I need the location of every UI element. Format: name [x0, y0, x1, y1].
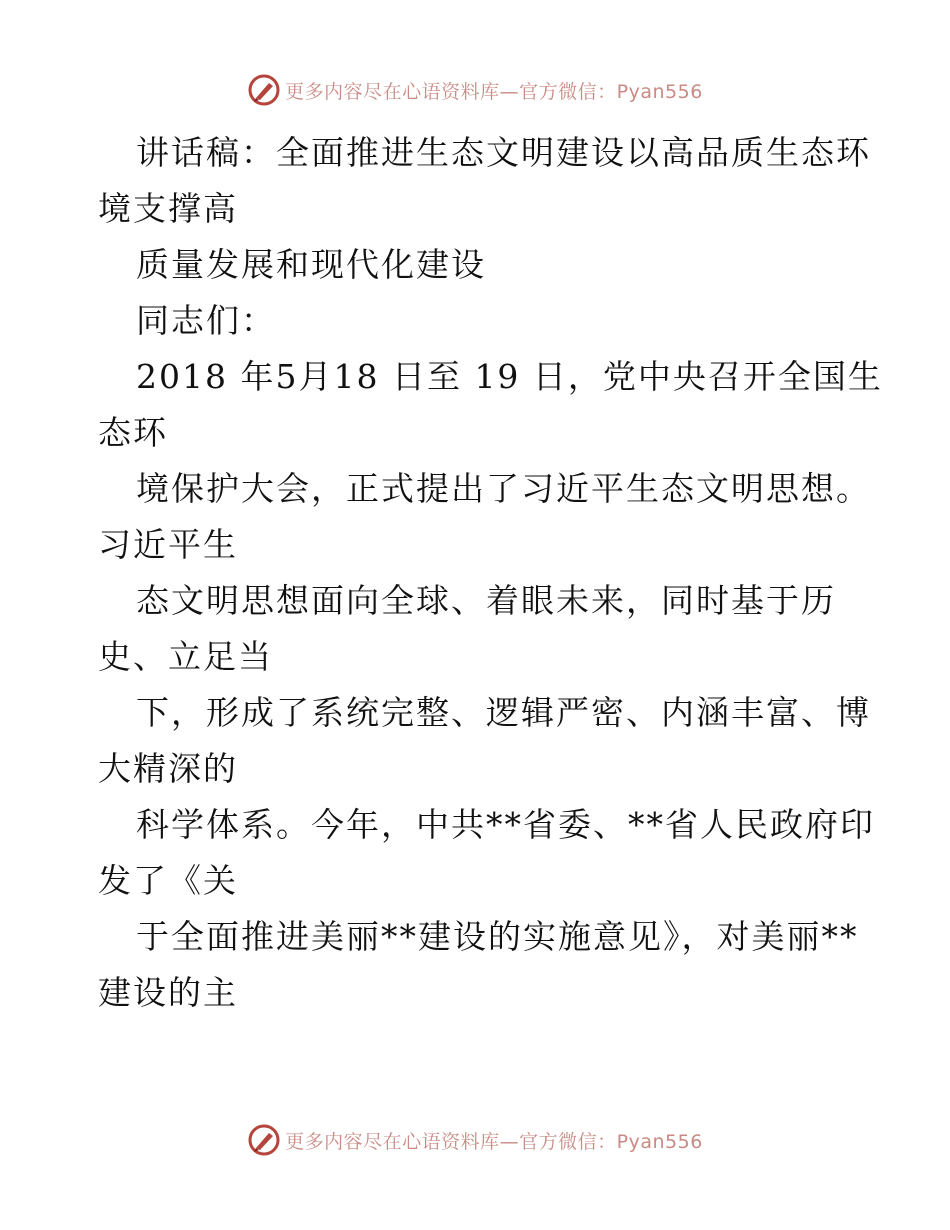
body-text-line: 讲话稿：全面推进生态文明建设以高品质生态环: [136, 133, 871, 172]
body-text-line: 态环: [98, 413, 168, 452]
footer-watermark: [0, 1120, 950, 1160]
body-text-line: 质量发展和现代化建设: [136, 245, 486, 284]
body-text-line: 2018 年5月18 日至 19 日，党中央召开全国生: [136, 357, 883, 396]
body-text-line: 史、立足当: [98, 637, 273, 676]
body-text-line: 大精深的: [98, 749, 238, 788]
body-text-line: 科学体系。今年，中共**省委、**省人民政府印: [136, 805, 875, 844]
body-text-line: 建设的主: [98, 973, 238, 1012]
body-text-line: 于全面推进美丽**建设的实施意见》，对美丽**: [136, 917, 859, 956]
body-text-line: 下，形成了系统完整、逻辑严密、内涵丰富、博: [136, 693, 871, 732]
body-text-line: 习近平生: [98, 525, 238, 564]
header-watermark: [0, 70, 950, 110]
pen-logo-icon: [247, 1123, 281, 1157]
body-text-line: 境保护大会，正式提出了习近平生态文明思想。: [136, 469, 871, 508]
body-text-line: 同志们：: [136, 301, 276, 340]
watermark-text: 更多内容尽在心语资料库—官方微信：Pyan556: [285, 80, 703, 103]
pen-logo-icon: [247, 73, 281, 107]
body-text-line: 发了《关: [98, 861, 238, 900]
body-text-line: 态文明思想面向全球、着眼未来，同时基于历: [136, 581, 836, 620]
watermark-text: 更多内容尽在心语资料库—官方微信：Pyan556: [285, 1130, 703, 1153]
body-text-line: 境支撑高: [98, 189, 238, 228]
document-body: [98, 125, 883, 1021]
